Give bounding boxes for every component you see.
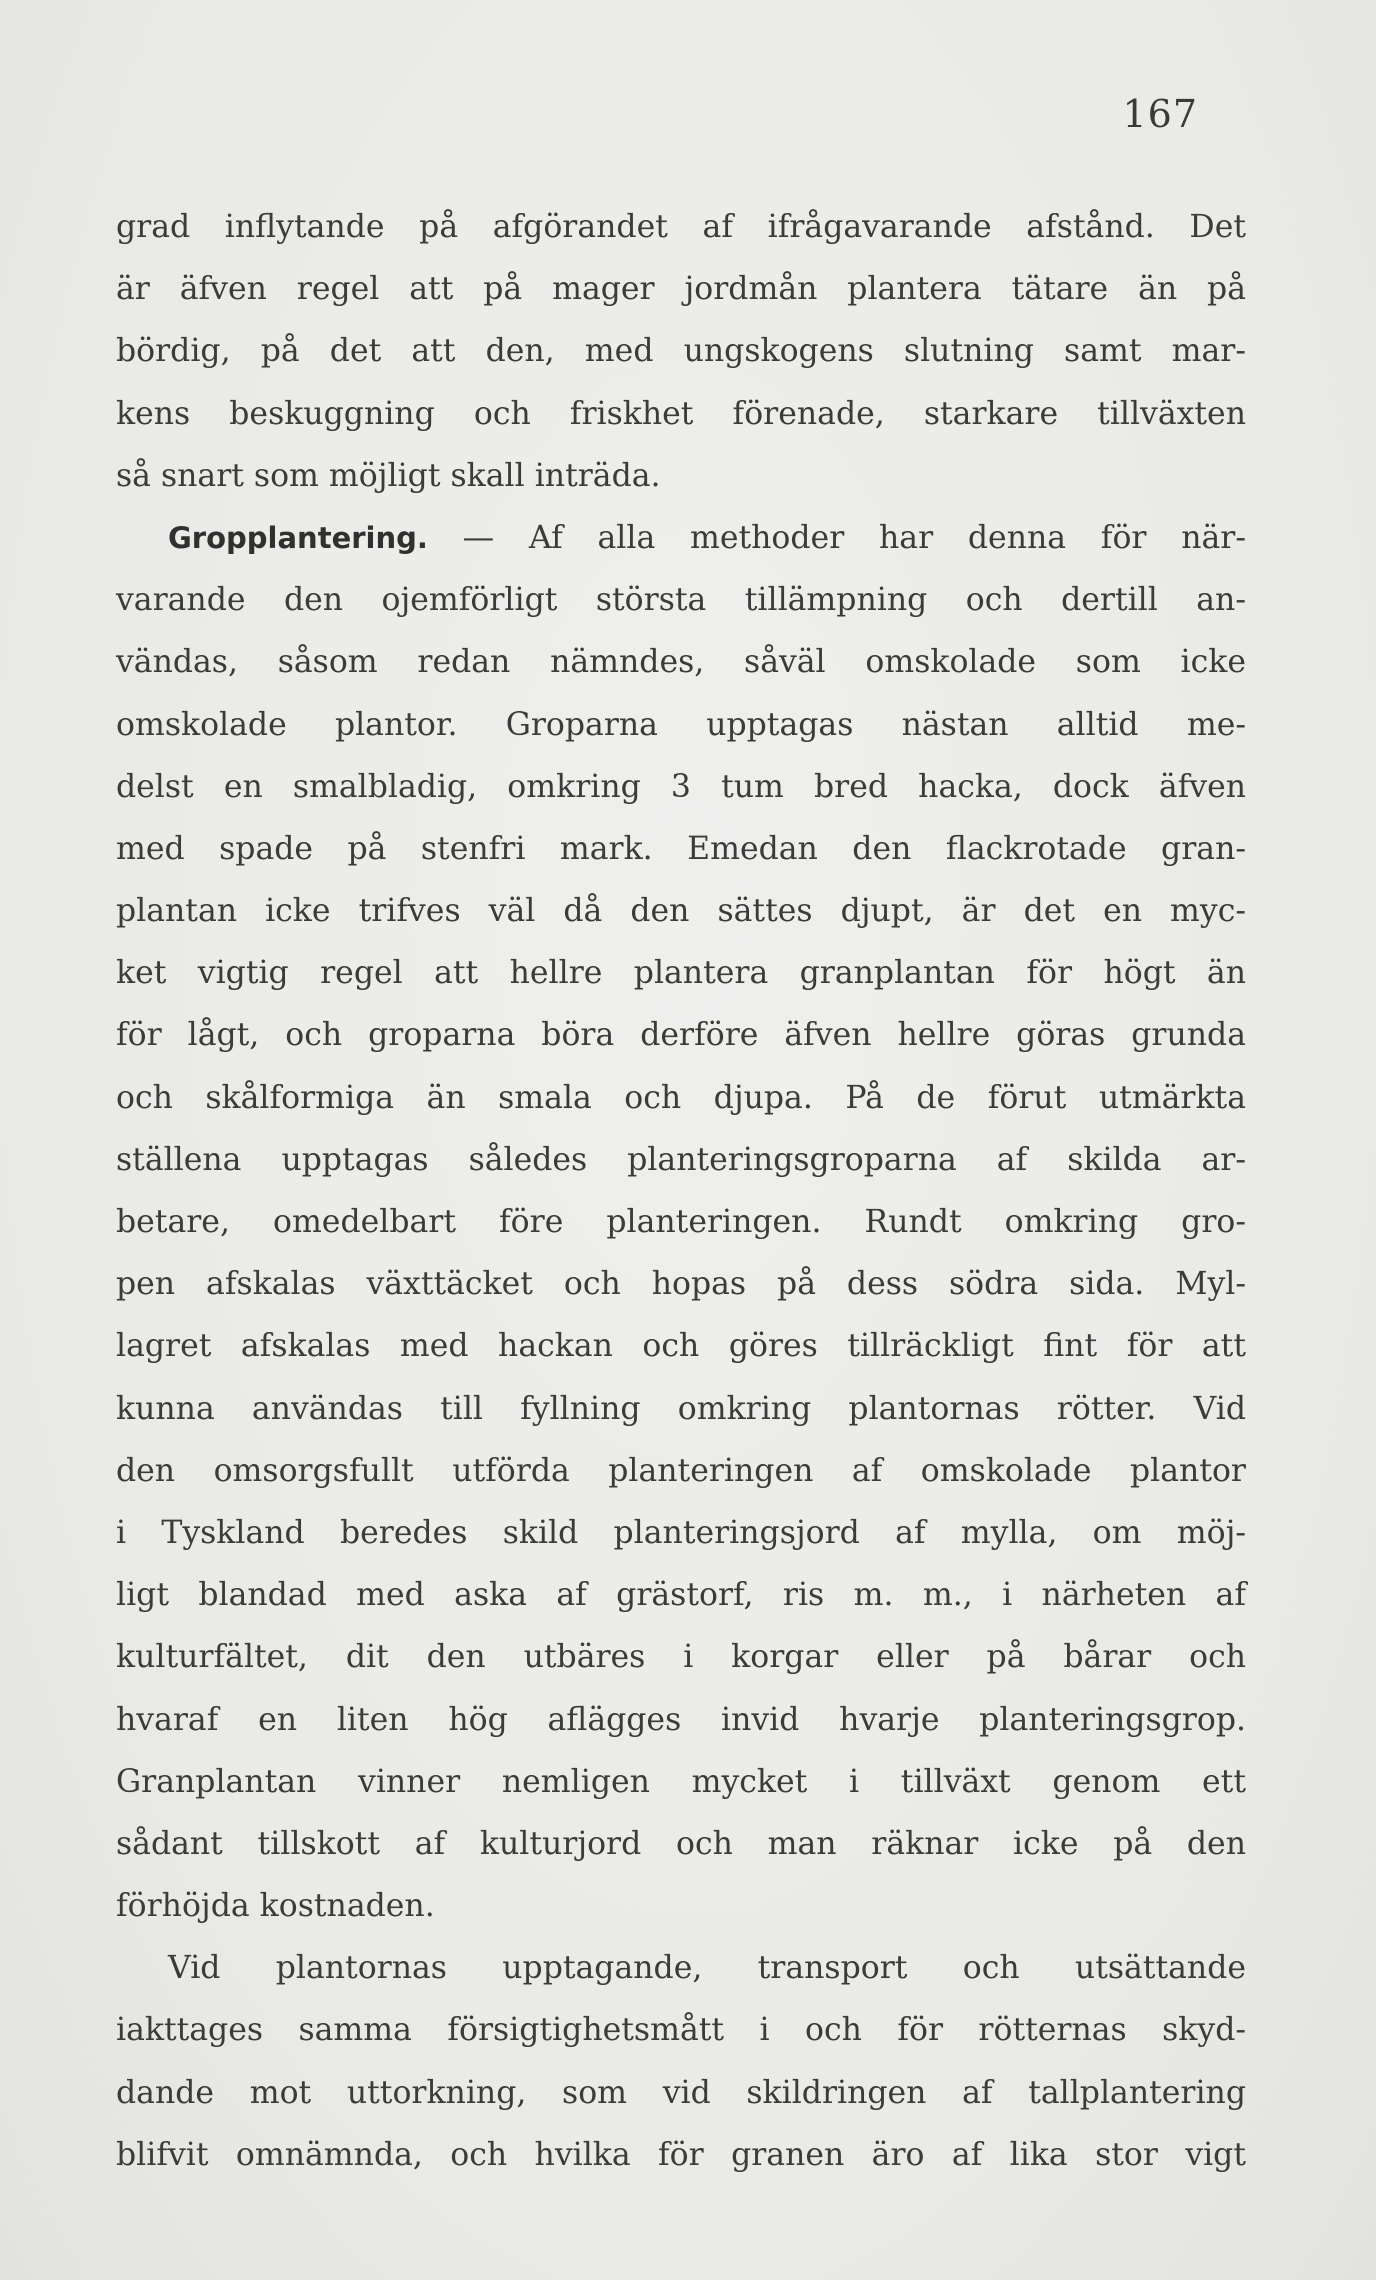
text-line: för lågt, och groparna böra derföre äfven hellre göras grunda [116, 1017, 1246, 1054]
heading-line-text: — Af alla methoder har denna för när- [427, 519, 1246, 556]
text-line: iakttages samma försigtighetsmått i och för rötternas skyd- [116, 2012, 1246, 2049]
text-line: sådant tillskott af kulturjord och man räknar icke på den [116, 1825, 1246, 1862]
text-line: i Tyskland beredes skild planteringsjord af mylla, om möj- [116, 1514, 1246, 1551]
section-heading: Gropplantering. [168, 520, 428, 555]
text-line: vändas, såsom redan nämndes, såväl omskolade som icke [116, 644, 1246, 681]
text-line: omskolade plantor. Groparna upptagas nästan alltid me- [116, 706, 1246, 743]
text-line: kunna användas till fyllning omkring plantornas rötter. Vid [116, 1390, 1246, 1427]
text-line: den omsorgsfullt utförda planteringen af omskolade plantor [116, 1452, 1246, 1489]
body-text [116, 196, 1246, 2186]
text-line: varande den ojemförligt största tillämpning och dertill an- [116, 582, 1246, 619]
text-line: och skålformiga än smala och djupa. På de förut utmärkta [116, 1079, 1246, 1116]
text-line: bördig, på det att den, med ungskogens slutning samt mar- [116, 333, 1246, 370]
text-line: är äfven regel att på mager jordmån plantera tätare än på [116, 271, 1246, 308]
text-line: Granplantan vinner nemligen mycket i tillväxt genom ett [116, 1763, 1246, 1800]
text-line: blifvit omnämnda, och hvilka för granen äro af lika stor vigt [116, 2136, 1246, 2173]
text-line: lagret afskalas med hackan och göres tillräckligt fint för att [116, 1328, 1246, 1365]
text-line: pen afskalas växttäcket och hopas på dess södra sida. Myl- [116, 1266, 1246, 1303]
text-line: så snart som möjligt skall inträda. [116, 457, 661, 494]
text-line: betare, omedelbart före planteringen. Rundt omkring gro- [116, 1204, 1246, 1240]
text-line: ligt blandad med aska af grästorf, ris m. m., i närheten af [116, 1577, 1246, 1614]
text-line: dande mot uttorkning, som vid skildringen af tallplantering [116, 2074, 1246, 2111]
text-line: ket vigtig regel att hellre plantera granplantan för högt än [116, 955, 1246, 992]
text-line: plantan icke trifves väl då den sättes djupt, är det en myc- [116, 893, 1246, 930]
text-line: ställena upptagas således planteringsgroparna af skilda ar- [116, 1141, 1246, 1178]
text-line: förhöjda kostnaden. [116, 1888, 435, 1925]
text-line: kulturfältet, dit den utbäres i korgar eller på bårar och [116, 1639, 1246, 1676]
text-line: hvaraf en liten hög aflägges invid hvarje planteringsgrop. [116, 1701, 1246, 1738]
text-line: med spade på stenfri mark. Emedan den flackrotade gran- [116, 830, 1246, 867]
text-line: grad inflytande på afgörandet af ifrågavarande afstånd. Det [116, 209, 1246, 245]
text-line: kens beskuggning och friskhet förenade, starkare tillväxten [116, 395, 1246, 432]
paragraph-heading-line [116, 507, 1246, 569]
text-line: delst en smalbladig, omkring 3 tum bred hacka, dock äfven [116, 768, 1246, 805]
page-number: 167 [1122, 92, 1198, 136]
text-line: Vid plantornas upptagande, transport och utsättande [168, 1950, 1246, 1987]
